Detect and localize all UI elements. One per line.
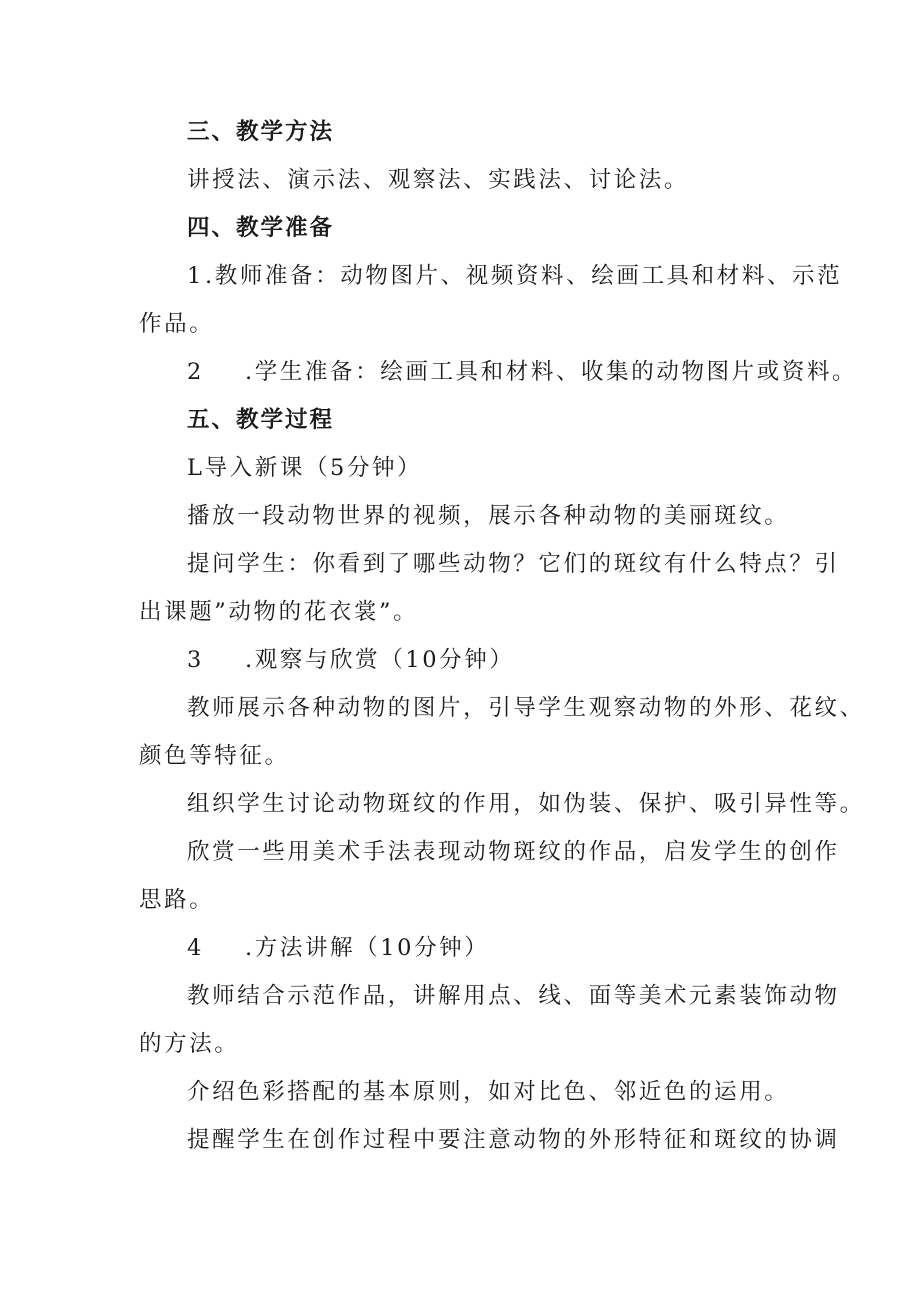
section-heading-process: 五、教学过程	[187, 407, 335, 433]
paragraph: 播放一段动物世界的视频，展示各种动物的美丽斑纹。	[187, 503, 790, 529]
paragraph-cont: 的方法。	[139, 1031, 240, 1057]
step-title-observe	[187, 645, 514, 675]
prep-item-text: .教师准备：动物图片、视频资料、绘画工具和材料、示范	[205, 263, 843, 289]
prep-item-teacher	[187, 261, 842, 291]
paragraph-methods: 讲授法、演示法、观察法、实践法、讨论法。	[187, 167, 690, 193]
paragraph: 欣赏一些用美术手法表现动物斑纹的作品，启发学生的创作	[187, 839, 840, 865]
step-title-method	[187, 933, 489, 963]
paragraph: 教师结合示范作品，讲解用点、线、面等美术元素装饰动物	[187, 983, 840, 1009]
prep-item-student	[187, 357, 857, 387]
paragraph: 介绍色彩搭配的基本原则，如对比色、邻近色的运用。	[187, 1079, 790, 1105]
section-heading-preparation: 四、教学准备	[187, 215, 335, 241]
paragraph-cont: 思路。	[139, 887, 215, 913]
paragraph: 提问学生：你看到了哪些动物？它们的斑纹有什么特点？引	[187, 551, 840, 577]
prep-item-number: 1	[187, 263, 204, 289]
paragraph: 组织学生讨论动物斑纹的作用，如伪装、保护、吸引异性等。	[187, 791, 865, 817]
prep-item-number: 2	[187, 359, 204, 385]
prep-item-text: .学生准备：绘画工具和材料、收集的动物图片或资料。	[245, 359, 858, 385]
step-number: 4	[187, 935, 204, 961]
prep-item-teacher-cont: 作品。	[139, 311, 215, 337]
paragraph-cont: 颜色等特征。	[139, 743, 290, 769]
paragraph: 教师展示各种动物的图片，引导学生观察动物的外形、花纹、	[187, 695, 865, 721]
step-title-intro: L导入新课（5分钟）	[187, 455, 423, 481]
paragraph: 提醒学生在创作过程中要注意动物的外形特征和斑纹的协调	[187, 1127, 840, 1153]
step-number: 3	[187, 647, 204, 673]
paragraph-cont: 出课题”动物的花衣裳”。	[139, 599, 419, 625]
step-title-text: .方法讲解（10分钟）	[245, 935, 490, 961]
step-title-text: .观察与欣赏（10分钟）	[245, 647, 515, 673]
section-heading-methods: 三、教学方法	[187, 119, 335, 145]
